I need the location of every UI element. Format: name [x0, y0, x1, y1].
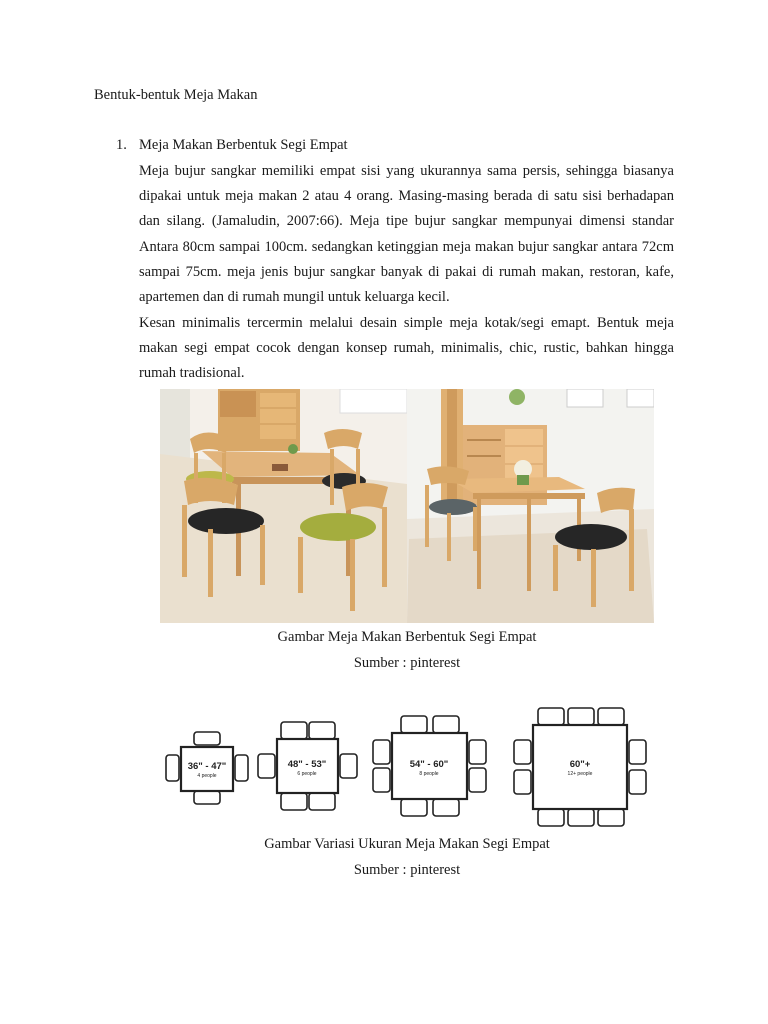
table-size-label: 60"+ [569, 759, 591, 770]
page-heading: Bentuk-bentuk Meja Makan [94, 87, 258, 103]
figure-1-caption: Gambar Meja Makan Berbentuk Segi Empat [277, 629, 537, 645]
table-size-label: 36" - 47" [187, 761, 227, 772]
figure-2-source: Sumber : pinterest [353, 862, 461, 878]
dining-set-illustration [407, 389, 654, 623]
dining-set-illustration [160, 389, 407, 623]
list-number: 1. [116, 137, 127, 153]
table-people-label: 6 people [297, 771, 317, 777]
table-size-label: 54" - 60" [409, 759, 449, 770]
table-size-label: 48" - 53" [287, 759, 327, 770]
dining-set-photo-right [407, 389, 654, 623]
table-people-label: 8 people [419, 771, 439, 777]
table-people-label: 12+ people [567, 771, 593, 777]
dining-set-photo-left [160, 389, 407, 623]
section-title: Meja Makan Berbentuk Segi Empat [139, 137, 348, 153]
paragraph-2: Kesan minimalis tercermin melalui desain simple meja kotak/segi emapt. Bentuk meja makan segi empat cocok dengan konsep rumah, minimalis, chic, rustic, bahkan hingga rumah tradisional. [139, 315, 674, 382]
table-size-diagram [160, 704, 654, 830]
table-people-label: 4 people [197, 773, 217, 779]
figure-1-source: Sumber : pinterest [353, 655, 461, 671]
paragraph-1: Meja bujur sangkar memiliki empat sisi yang ukurannya sama persis, sehingga biasanya dipakai untuk meja makan 2 atau 4 orang. Masing-masing berada di satu sisi berhadapan dan silang. (Jamaludin, 2007:66). Meja tipe bujur sangkar mempunyai dimensi standar Antara 80cm sampai 100cm. sedangkan ketinggian meja makan bujur sangkar antara 72cm sampai 75cm. meja jenis bujur sangkar banyak di pakai di rumah makan, restoran, kafe, apartemen dan di rumah mungil untuk keluarga kecil. [139, 163, 674, 306]
figure-2-caption: Gambar Variasi Ukuran Meja Makan Segi Empat [264, 836, 550, 852]
